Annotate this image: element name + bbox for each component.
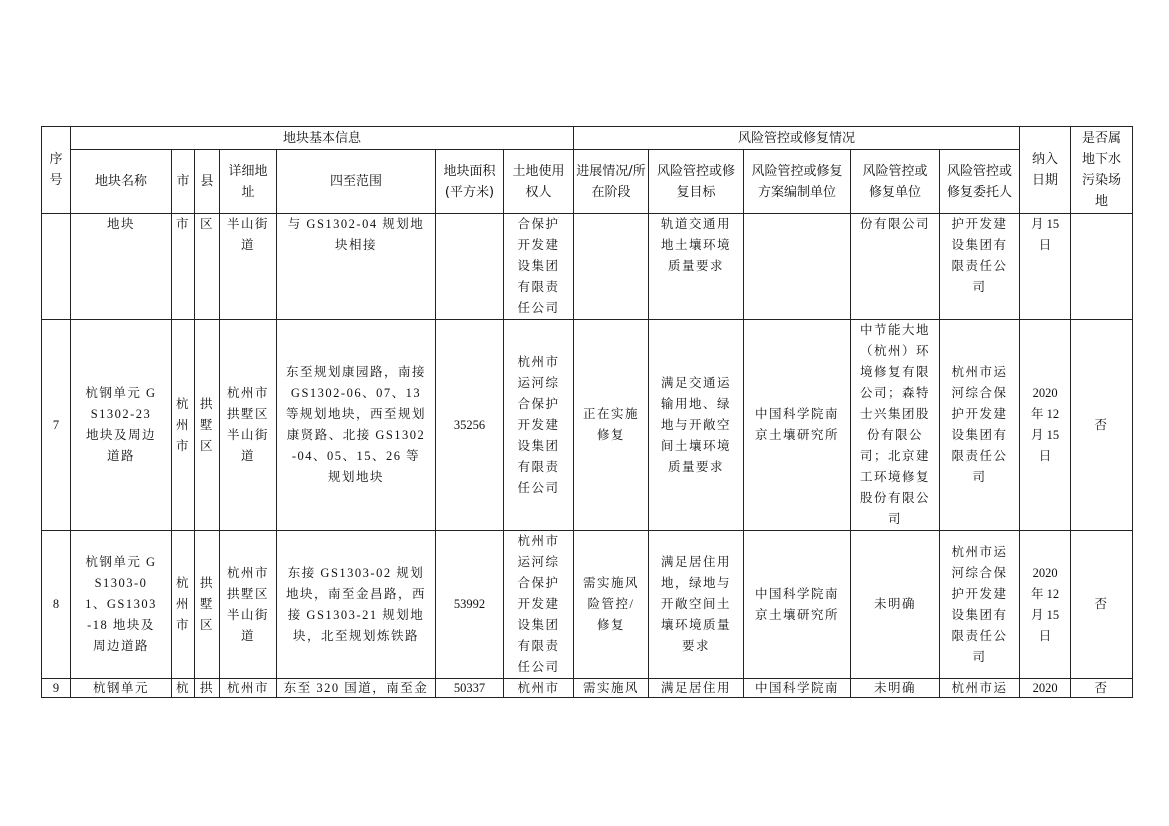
header-seq: 序号: [42, 127, 71, 214]
cell-progress: 正在实施修复: [574, 320, 649, 531]
cell-client: 杭州市运河综合保护开发建设集团有限责任公司: [940, 531, 1020, 679]
cell-name: 地块: [71, 214, 172, 320]
cell-target: 轨道交通用地土壤环境质量要求: [649, 214, 744, 320]
cell-city: 杭州市: [172, 320, 195, 531]
header-address: 详细地址: [220, 150, 277, 214]
header-name: 地块名称: [71, 150, 172, 214]
cell-repair-unit: 份有限公司: [851, 214, 940, 320]
cell-client: 杭州市运河综合保护开发建设集团有限责任公司: [940, 320, 1020, 531]
header-basic-info: 地块基本信息: [71, 127, 574, 150]
cell-name: 杭钢单元 GS1303-01、GS1303-18 地块及周边道路: [71, 531, 172, 679]
cell-progress: 需实施风: [574, 679, 649, 698]
cell-date: 2020 年 12 月 15 日: [1020, 531, 1071, 679]
cell-target: 满足交通运输用地、绿地与开敞空间土壤环境质量要求: [649, 320, 744, 531]
cell-repair-unit: 未明确: [851, 531, 940, 679]
cell-area: 53992: [436, 531, 504, 679]
cell-address: 杭州市: [220, 679, 277, 698]
cell-groundwater: 否: [1071, 320, 1133, 531]
cell-seq: 8: [42, 531, 71, 679]
column-header-row: [42, 150, 1133, 214]
cell-boundary: 东接 GS1303-02 规划地块，南至金昌路，西接 GS1303-21 规划地块，北至规划炼铁路: [277, 531, 436, 679]
cell-boundary: 东至规划康园路，南接 GS1302-06、07、13 等规划地块，西至规划康贤路、北接 GS1302-04、05、15、26 等规划地块: [277, 320, 436, 531]
cell-progress: [574, 214, 649, 320]
table-row: [42, 531, 1133, 679]
table-row: [42, 679, 1133, 698]
cell-city: 杭: [172, 679, 195, 698]
contaminated-sites-table: [41, 126, 1133, 698]
cell-area: 35256: [436, 320, 504, 531]
cell-plan-unit: 中国科学院南京土壤研究所: [744, 531, 851, 679]
cell-groundwater: [1071, 214, 1133, 320]
group-header-row: [42, 127, 1133, 150]
cell-plan-unit: [744, 214, 851, 320]
cell-seq: 7: [42, 320, 71, 531]
cell-address: 杭州市拱墅区半山街道: [220, 531, 277, 679]
cell-client: 杭州市运: [940, 679, 1020, 698]
cell-repair-unit: 中节能大地（杭州）环境修复有限公司；森特士兴集团股份有限公司；北京建工环境修复股份有限公司: [851, 320, 940, 531]
cell-county: 拱: [195, 679, 220, 698]
cell-date: 2020: [1020, 679, 1071, 698]
cell-client: 护开发建设集团有限责任公司: [940, 214, 1020, 320]
header-plan-unit: 风险管控或修复方案编制单位: [744, 150, 851, 214]
cell-plan-unit: 中国科学院南: [744, 679, 851, 698]
header-boundary: 四至范围: [277, 150, 436, 214]
cell-target: 满足居住用地，绿地与开敞空间土壤环境质量要求: [649, 531, 744, 679]
cell-target: 满足居住用: [649, 679, 744, 698]
cell-county: 区: [195, 214, 220, 320]
cell-groundwater: 否: [1071, 531, 1133, 679]
cell-land-owner: 杭州市运河综合保护开发建设集团有限责任公司: [504, 531, 574, 679]
header-county: 县: [195, 150, 220, 214]
header-city: 市: [172, 150, 195, 214]
header-repair-unit: 风险管控或修复单位: [851, 150, 940, 214]
header-area: 地块面积(平方米): [436, 150, 504, 214]
cell-land-owner: 杭州市: [504, 679, 574, 698]
header-date: 纳入日期: [1020, 127, 1071, 214]
header-land-owner: 土地使用权人: [504, 150, 574, 214]
cell-address: 半山街道: [220, 214, 277, 320]
cell-city: 市: [172, 214, 195, 320]
cell-area: 50337: [436, 679, 504, 698]
cell-boundary: 东至 320 国道，南至金: [277, 679, 436, 698]
cell-repair-unit: 未明确: [851, 679, 940, 698]
header-progress: 进展情况/所在阶段: [574, 150, 649, 214]
cell-plan-unit: 中国科学院南京土壤研究所: [744, 320, 851, 531]
cell-county: 拱墅区: [195, 320, 220, 531]
cell-land-owner: 合保护开发建设集团有限责任公司: [504, 214, 574, 320]
cell-land-owner: 杭州市运河综合保护开发建设集团有限责任公司: [504, 320, 574, 531]
header-groundwater: 是否属地下水污染场地: [1071, 127, 1133, 214]
header-client: 风险管控或修复委托人: [940, 150, 1020, 214]
header-target: 风险管控或修复目标: [649, 150, 744, 214]
cell-progress: 需实施风险管控/修复: [574, 531, 649, 679]
cell-name: 杭钢单元 GS1302-23 地块及周边道路: [71, 320, 172, 531]
cell-area: [436, 214, 504, 320]
table-row: [42, 214, 1133, 320]
table-row: [42, 320, 1133, 531]
cell-city: 杭州市: [172, 531, 195, 679]
cell-groundwater: 否: [1071, 679, 1133, 698]
cell-seq: [42, 214, 71, 320]
cell-boundary: 与 GS1302-04 规划地块相接: [277, 214, 436, 320]
cell-date: 2020 年 12 月 15 日: [1020, 320, 1071, 531]
cell-county: 拱墅区: [195, 531, 220, 679]
cell-name: 杭钢单元: [71, 679, 172, 698]
cell-seq: 9: [42, 679, 71, 698]
cell-date: 月 15 日: [1020, 214, 1071, 320]
cell-address: 杭州市拱墅区半山街道: [220, 320, 277, 531]
header-risk-info: 风险管控或修复情况: [574, 127, 1020, 150]
